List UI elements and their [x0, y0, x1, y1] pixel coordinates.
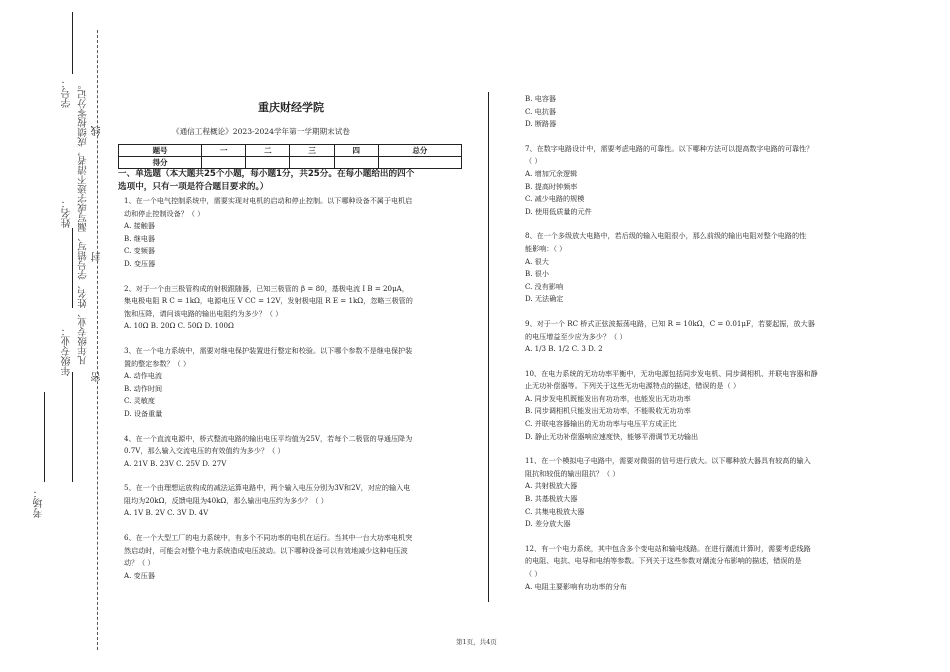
option[interactable]: C. 共集电极放大器 — [525, 506, 585, 516]
exam-title: 《通信工程概论》2023-2024学年第一学期期末试卷 — [172, 127, 350, 136]
score-cell: 一 — [202, 145, 246, 157]
question-text: 动和停止控制设备？（ ） — [124, 208, 205, 218]
name-line — [72, 228, 73, 308]
section-heading-line: 一、单选题（本大题共25个小题，每小题1分，共25分。在每小题给出的四个 — [118, 169, 415, 179]
option[interactable]: A. 10Ω B. 20Ω C. 50Ω D. 100Ω — [124, 321, 234, 331]
binding-dashed-line — [97, 30, 98, 650]
question-text: 止无功补偿器等。下列关于这些无功电源特点的描述，错误的是（ ） — [525, 381, 741, 391]
question-text: 10、在电力系统的无功功率平衡中，无功电源包括同步发电机、同步调相机、并联电容器和静 — [525, 368, 818, 378]
exam-site-label: 考场： — [34, 488, 45, 518]
question-12 — [525, 543, 870, 593]
question-text: 9、对于一个 RC 桥式正弦波振荡电路，已知 R = 10kΩ，C = 0.01μF，若要起振，放大器 — [525, 318, 815, 328]
question-text: 的电压增益至少应为多少？（ ） — [525, 331, 627, 341]
option[interactable]: D. 使用低质量的元件 — [525, 206, 592, 216]
question-text: 阻均为20kΩ，反馈电阻为40kΩ，那么输出电压约为多少？（ ） — [124, 495, 328, 505]
question-text: （ ） — [525, 156, 542, 166]
option[interactable]: C. 并联电容器输出的无功功率与电压平方成正比 — [525, 419, 677, 429]
option[interactable]: D. 无法确定 — [525, 294, 564, 304]
question-text: 动？（ ） — [124, 558, 155, 568]
question-10 — [525, 368, 870, 444]
question-text: 能影响：（ ） — [525, 243, 567, 253]
option[interactable]: A. 共射极放大器 — [525, 481, 578, 491]
question-8 — [525, 230, 870, 306]
question-text: 0.7V，那么输入交流电压的有效值约为多少？（ ） — [124, 446, 285, 456]
option[interactable]: A. 变压器 — [124, 570, 155, 580]
option[interactable]: B. 同步调相机只能发出无功功率，不能吸收无功功率 — [525, 406, 691, 416]
option[interactable]: B. 动作时间 — [124, 383, 163, 393]
option[interactable]: D. 差分放大器 — [525, 519, 571, 529]
option[interactable]: A. 很大 — [525, 256, 549, 266]
question-text: 的电阻、电抗、电导和电纳等参数。下列关于这些参数对潮流分布影响的描述，错误的是 — [525, 556, 802, 566]
option[interactable]: C. 减少电路的规模 — [525, 194, 585, 204]
question-text: 然启动时，可能会对整个电力系统造成电压波动。以下哪种设备可以有效地减少这种电压波 — [124, 545, 408, 555]
page-footer: 第1页，共4页 — [456, 638, 497, 646]
section-heading — [118, 168, 463, 193]
school-name: 重庆财经学院 — [258, 101, 324, 114]
score-cell: 题号 — [119, 145, 202, 157]
right-column — [525, 93, 870, 593]
option[interactable]: A. 21V B. 23V C. 25V D. 27V — [124, 458, 227, 468]
question-9 — [525, 318, 870, 356]
option[interactable]: B. 共基极放大器 — [525, 494, 578, 504]
question-text: 1、在一个电气控制系统中，需要实现对电机的启动和停止控制。以下哪种设备不属于电机启 — [124, 196, 413, 205]
question-2 — [124, 283, 469, 333]
question-text: 5、在一个由理想运放构成的减法运算电路中，两个输入电压分别为3V和2V，对应的输入电 — [124, 483, 411, 493]
score-input-cell[interactable] — [290, 157, 334, 169]
option[interactable]: A. 电阻主要影响有功功率的分布 — [525, 581, 627, 591]
question-text: （ ） — [525, 569, 542, 578]
score-cell: 二 — [246, 145, 290, 157]
left-column — [124, 195, 469, 582]
score-input-cell[interactable] — [246, 157, 290, 169]
option[interactable]: D. 静止无功补偿器响应速度快，能够平滑调节无功输出 — [525, 431, 699, 441]
option[interactable]: B. 提高时钟频率 — [525, 181, 578, 191]
option[interactable]: B. 继电器 — [124, 233, 156, 243]
option[interactable]: C. 灵敏度 — [124, 396, 155, 406]
question-text: 饱和压降，请问该电路的输出电阻约为多少？（ ） — [124, 308, 283, 318]
score-table-header-row — [119, 145, 462, 157]
score-table-score-row — [119, 157, 462, 169]
instruction-text: 凡年级专业、姓名、学号错写、漏写或字迹不清者，成绩按零分记。 — [78, 80, 89, 365]
score-cell: 总分 — [378, 145, 461, 157]
option[interactable]: C. 电抗器 — [525, 106, 556, 116]
question-text: 11、在一个模拟电子电路中，需要对微弱的信号进行放大。以下哪种放大器具有较高的输入 — [525, 456, 811, 466]
option[interactable]: A. 动作电流 — [124, 371, 163, 381]
question-text: 12、有一个电力系统，其中包含多个变电站和输电线路。在进行潮流计算时，需要考虑线路 — [525, 543, 811, 553]
question-text: 6、在一个大型工厂的电力系统中，有多个不同功率的电机在运行。当其中一台大功率电机突 — [124, 533, 413, 543]
score-cell: 三 — [290, 145, 334, 157]
grade-major-label: 年级专业： — [62, 326, 73, 376]
question-text: 4、在一个直流电源中，桥式整流电路的输出电压平均值为25V，若每个二极管的导通压降为 — [124, 433, 413, 443]
option[interactable]: B. 很小 — [525, 269, 549, 279]
column-divider — [488, 92, 489, 602]
option[interactable]: B. 电容器 — [525, 94, 557, 103]
question-text: 7、在数字电路设计中，需要考虑电路的可靠性。以下哪种方法可以提高数字电路的可靠性？ — [525, 143, 814, 153]
seal-char-line: 线 — [92, 126, 103, 136]
question-text: 阻抗和较低的输出阻抗？（ ） — [525, 468, 620, 478]
score-cell: 四 — [334, 145, 378, 157]
question-7 — [525, 143, 870, 219]
question-text: 置的整定参数？（ ） — [124, 358, 191, 368]
score-input-cell[interactable] — [378, 157, 461, 169]
student-id-label: 学号： — [62, 78, 73, 108]
grade-major-line — [72, 372, 73, 482]
question-4 — [124, 433, 469, 471]
score-input-cell[interactable] — [202, 157, 246, 169]
score-table — [118, 144, 462, 169]
score-label-cell: 得分 — [119, 157, 202, 169]
question-1 — [124, 195, 469, 271]
option[interactable]: D. 断路器 — [525, 119, 557, 129]
option[interactable]: A. 同步发电机既能发出有功功率，也能发出无功功率 — [525, 393, 691, 403]
question-6-continued — [525, 93, 870, 131]
exam-site-line — [44, 392, 45, 482]
question-text: 集电极电阻 R C = 1kΩ，电源电压 V CC = 12V，发射极电阻 R E = 1kΩ，忽略三极管的 — [124, 296, 413, 306]
option[interactable]: A. 接触器 — [124, 221, 155, 231]
option[interactable]: A. 增加冗余逻辑 — [525, 168, 578, 178]
option[interactable]: C. 没有影响 — [525, 281, 564, 291]
option[interactable]: D. 变压器 — [124, 258, 156, 268]
question-3 — [124, 345, 469, 421]
score-input-cell[interactable] — [334, 157, 378, 169]
question-text: 3、在一个电力系统中，需要对继电保护装置进行整定和校验。以下哪个参数不是继电保护装 — [124, 345, 413, 355]
question-5 — [124, 482, 469, 520]
option[interactable]: C. 变频器 — [124, 246, 155, 256]
question-text: 2、对于一个由三极管构成的射极跟随器，已知三极管的 β = 80，基极电流 I B = 20μA， — [124, 283, 409, 293]
option[interactable]: A. 1V B. 2V C. 3V D. 4V — [124, 508, 209, 518]
question-6 — [124, 532, 469, 582]
question-11 — [525, 455, 870, 531]
option[interactable]: D. 设备重量 — [124, 408, 163, 418]
seal-char-seal: 封 — [92, 252, 103, 262]
question-text: 8、在一个多级放大电路中，若后级的输入电阻很小，那么前级的输出电阻对整个电路的性 — [525, 231, 807, 241]
student-id-line — [72, 12, 73, 74]
name-label: 姓名： — [62, 198, 73, 228]
section-heading-line: 选项中，只有一项是符合题目要求的。） — [118, 181, 269, 192]
option[interactable]: A. 1/3 B. 1/2 C. 3 D. 2 — [525, 344, 603, 354]
seal-char-secret: 密 — [92, 372, 103, 382]
